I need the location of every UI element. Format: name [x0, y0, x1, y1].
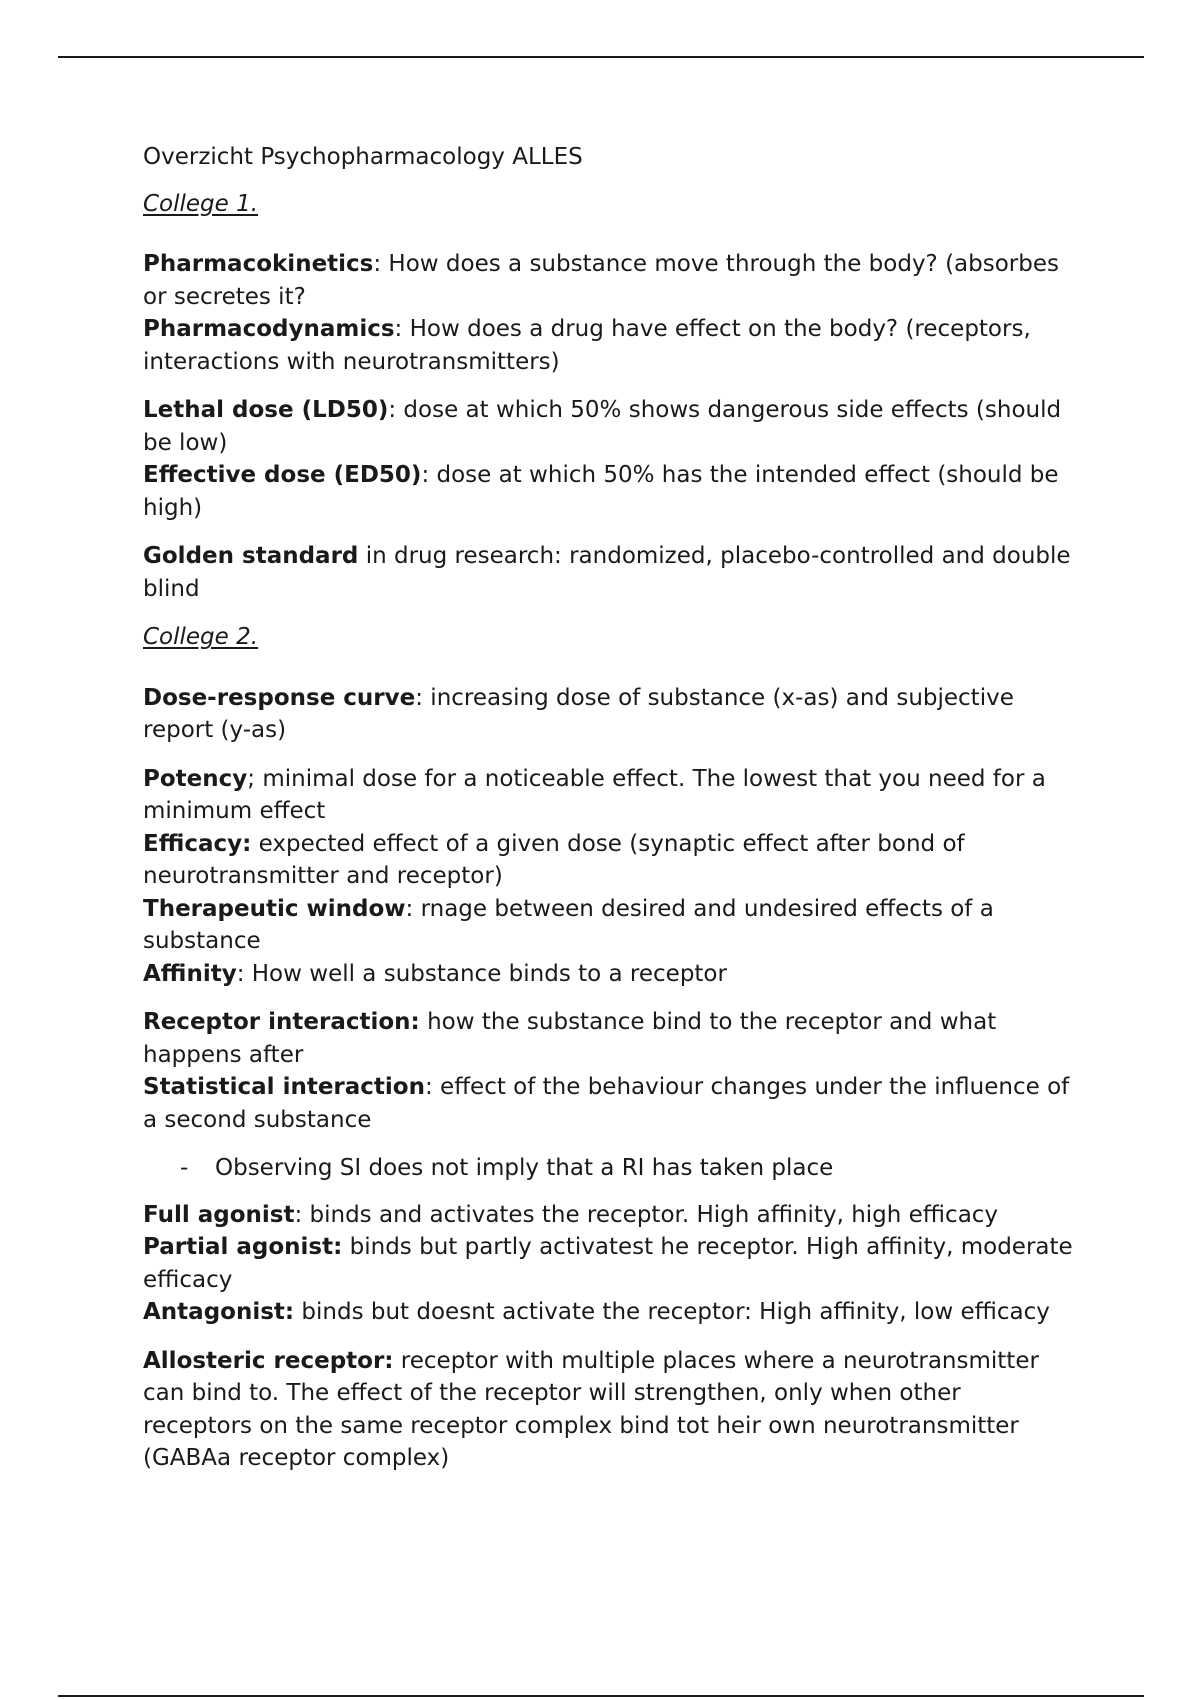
text-pharmacodynamics: : How does a drug have effect on the body? (receptors, interactions with neurotransmitters) — [143, 316, 1031, 375]
definition-pharmacokinetics — [143, 248, 1073, 313]
definition-group-doses — [143, 394, 1073, 524]
term-potency: Potency — [143, 765, 248, 792]
definition-antagonist — [143, 1296, 1073, 1329]
definition-group-interaction — [143, 1006, 1073, 1136]
definition-affinity — [143, 958, 1073, 991]
definition-allosteric-receptor — [143, 1345, 1073, 1475]
term-allosteric-receptor: Allosteric receptor: — [143, 1347, 394, 1374]
definition-group-agonists — [143, 1199, 1073, 1329]
term-dose-response-curve: Dose-response curve — [143, 684, 416, 711]
text-efficacy: expected effect of a given dose (synaptic effect after bond of neurotransmitter and receptor) — [143, 830, 965, 889]
definition-pharmacodynamics — [143, 313, 1073, 378]
term-pharmacokinetics: Pharmacokinetics — [143, 251, 374, 277]
bullet-dash: - — [180, 1155, 189, 1181]
text-lethal-dose: : dose at which 50% shows dangerous side effects (should be low) — [143, 397, 1062, 456]
term-partial-agonist: Partial agonist: — [143, 1234, 343, 1260]
section-heading-college-1: College 1. — [143, 190, 259, 217]
definition-potency — [143, 763, 1073, 828]
definition-group-potency — [143, 763, 1073, 991]
text-full-agonist: : binds and activates the receptor. High affinity, high efficacy — [294, 1201, 999, 1228]
bullet-text: Observing SI does not imply that a RI has taken place — [215, 1155, 834, 1181]
text-pharmacokinetics: : How does a substance move through the body? (absorbes or secretes it? — [143, 251, 1059, 310]
term-full-agonist: Full agonist — [143, 1201, 295, 1228]
text-allosteric-receptor: receptor with multiple places where a neurotransmitter can bind to. The effect of the receptor will strengthen, only when other receptors on the same receptor complex bind tot heir own neurotransmitter (GABAa receptor complex) — [143, 1347, 1039, 1471]
text-potency: ; minimal dose for a noticeable effect. The lowest that you need for a minimum effect — [143, 765, 1046, 824]
term-effective-dose: Effective dose (ED50) — [143, 462, 422, 488]
text-golden-standard: in drug research: randomized, placebo-controlled and double blind — [143, 543, 1071, 602]
term-efficacy: Efficacy: — [143, 830, 252, 857]
term-pharmacodynamics: Pharmacodynamics — [143, 316, 395, 342]
term-affinity: Affinity — [143, 960, 237, 987]
definition-statistical-interaction — [143, 1071, 1073, 1136]
term-therapeutic-window: Therapeutic window — [143, 895, 406, 922]
definition-dose-response-curve — [143, 682, 1073, 747]
definition-group-pharmaco — [143, 248, 1073, 378]
definition-lethal-dose — [143, 394, 1073, 459]
definition-therapeutic-window — [143, 893, 1073, 958]
text-antagonist: binds but doesnt activate the receptor: High affinity, low efficacy — [294, 1299, 1050, 1325]
definition-full-agonist — [143, 1199, 1073, 1232]
text-receptor-interaction: how the substance bind to the receptor and what happens after — [143, 1009, 997, 1068]
text-statistical-interaction: : effect of the behaviour changes under the influence of a second substance — [143, 1074, 1070, 1133]
definition-partial-agonist — [143, 1231, 1073, 1296]
text-effective-dose: : dose at which 50% has the intended effect (should be high) — [143, 462, 1059, 521]
definition-receptor-interaction — [143, 1006, 1073, 1071]
definition-efficacy — [143, 828, 1073, 893]
text-affinity: : How well a substance binds to a receptor — [236, 960, 727, 987]
document-title: Overzicht Psychopharmacology ALLES — [143, 144, 583, 170]
definition-effective-dose — [143, 459, 1073, 524]
footer-rule — [58, 1695, 1144, 1697]
term-golden-standard: Golden standard — [143, 543, 359, 569]
text-therapeutic-window: : rnage between desired and undesired effects of a substance — [143, 895, 994, 954]
term-antagonist: Antagonist: — [143, 1299, 295, 1325]
text-dose-response-curve: : increasing dose of substance (x-as) and subjective report (y-as) — [143, 684, 1014, 743]
definition-golden-standard — [143, 540, 1073, 605]
document-body — [143, 141, 1073, 1491]
term-lethal-dose: Lethal dose (LD50) — [143, 397, 389, 423]
section-heading-college-2: College 2. — [143, 624, 259, 650]
bullet-item — [143, 1152, 1073, 1185]
term-statistical-interaction: Statistical interaction — [143, 1074, 425, 1100]
term-receptor-interaction: Receptor interaction: — [143, 1009, 420, 1035]
header-rule — [58, 56, 1144, 58]
text-partial-agonist: binds but partly activatest he receptor. High affinity, moderate efficacy — [143, 1234, 1073, 1293]
